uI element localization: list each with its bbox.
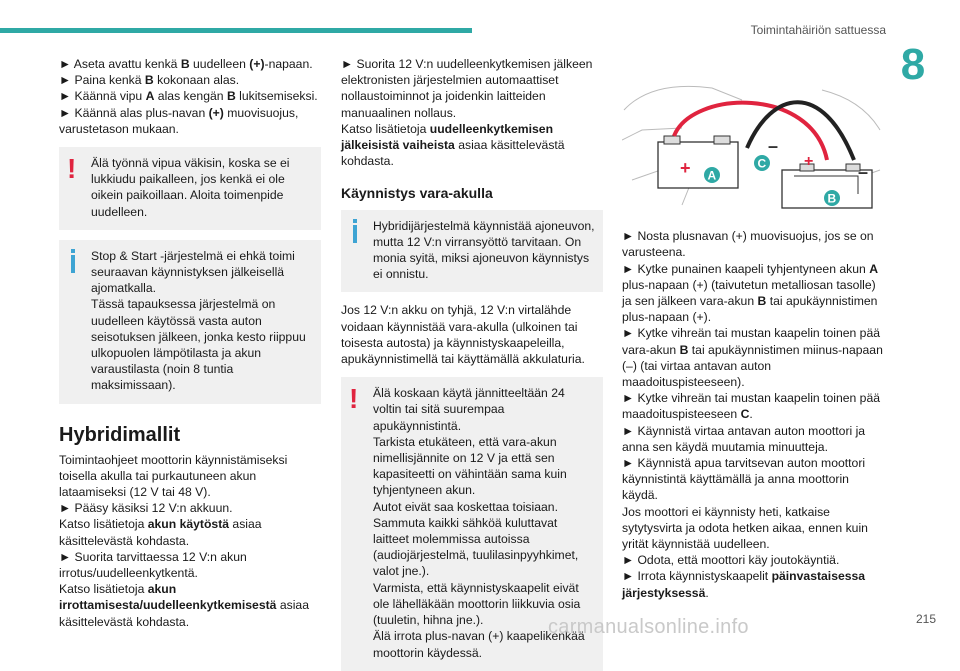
paragraph: ► Paina kenkä B kokonaan alas. [59,73,240,88]
paragraph: ► Suorita tarvittaessa 12 V:n akun irrotus/uudelleenkytkentä. [59,549,247,581]
label-c-badge [754,155,770,171]
chapter-number: 8 [900,40,926,89]
paragraph: ► Käynnistä virtaa antavan auton moottori ja anna sen käydä muutamia minuutteja. [622,423,866,454]
minus-sign-b: – [858,162,869,182]
paragraph: ► Irrota käynnistyskaapelit päinvastaisessa järjestyksessä. [622,569,866,600]
svg-text:C: C [757,156,767,171]
paragraph: Katso lisätietoja uudelleenkytkemisen jälkeisistä vaiheista asiaa käsittelevästä kohdasta. [341,121,565,169]
warning-box [59,147,321,230]
chapter-title: Toimintahäiriön sattuessa [750,23,886,37]
paragraph: ► Odota, että moottori käy joutokäyntiä. [622,553,840,568]
column-2 [341,56,603,671]
info-text: Stop & Start -järjestelmä ei ehkä toimi seuraavan käynnistyksen jälkeisellä ajomatkalla. Tässä tapauksessa järjestelmä on uudelleen käytössä vasta auton seisotuksen jälkeen, jonka kesto riippuu ulkopuolen lämpötilasta ja akun varaustilasta (noin 8 tuntia maksimissaan). [91,248,306,393]
section-heading-hybrid: Hybridimallit [59,423,181,446]
info-box [59,240,321,404]
warning-exclamation-icon: ! [67,153,77,185]
paragraph: ► Käännä vipu A alas kengän B lukitsemiseksi. [59,89,318,104]
warning-exclamation-icon: ! [349,383,359,415]
col1-intro [59,56,321,137]
label-b-badge [824,190,840,206]
page-number: 215 [915,612,936,626]
paragraph: Katso lisätietoja akun irrottamisesta/uudelleenkytkemisestä asiaa käsittelevästä kohdasta. [59,582,309,629]
paragraph: ► Suorita 12 V:n uudelleenkytkemisen jälkeen elektronisten järjestelmien automaattiset nollaustoiminnot ja joidenkin laitteiden manuaalinen nollaus. [341,57,593,120]
col3-body [622,228,884,601]
paragraph: ► Pääsy käsiksi 12 V:n akkuun. [59,501,233,516]
watermark: carmanualsonline.info [548,616,749,638]
paragraph: ► Kytke vihreän tai mustan kaapelin toinen pää vara-akun B tai apukäynnistimen miinus-napaan (–) (tai virtaa antavan auton maadoituspisteeseen). [622,326,883,390]
svg-text:A: A [707,168,717,183]
info-icon [349,219,361,245]
col1-body [59,452,321,630]
paragraph: ► Nosta plusnavan (+) muovisuojus, jos se on varusteena. [622,229,874,260]
info-box [341,210,603,293]
col2-body-text: Jos 12 V:n akku on tyhjä, 12 V:n virtalähde voidaan käynnistää vara-akulla (ulkoinen tai toisesta autosta) ja käynnistyskaapeleilla, apukäynnistimellä tai käyttämällä akkulaturia. [341,303,585,367]
col2-intro [341,56,603,169]
paragraph: ► Aseta avattu kenkä B uudelleen (+)-napaan. [59,57,313,71]
info-icon [67,249,79,275]
paragraph: ► Kytke punainen kaapeli tyhjentyneen akun A plus-napaan (+) (taivutetun metalliosan tasolle) ja sen jälkeen vara-akun B tai apukäynnistimen plus-napaan (+). [622,261,878,325]
section-heading-backup-battery: Käynnistys vara-akulla [341,185,493,202]
paragraph: Jos moottori ei käynnisty heti, katkaise sytytysvirta ja odota hetken aikaa, ennen kuin yrität käynnistää uudelleen. [622,504,868,552]
label-a-badge [704,167,720,183]
discharged-battery-icon [658,136,738,188]
svg-text:B: B [827,191,837,206]
header-accent-bar [0,28,472,33]
column-1 [59,56,321,630]
info-text: Hybridijärjestelmä käynnistää ajoneuvon, mutta 12 V:n virransyöttö tarvitaan. On monia syitä, miksi ajoneuvon käynnistys ei onnistu. [373,218,595,282]
warning-text: Älä koskaan käytä jännitteeltään 24 voltin tai sitä suurempaa apukäynnistintä. Tarkista etukäteen, että vara-akun nimellisjännite on 12 V ja että sen kapasiteetti on vähintään sama kuin tyhjentyneen akun. Autot eivät saa koskettaa toisiaan. Sammuta kaikki sähköä kuluttavat laitteet molemmissa autoissa (audiojärjestelmä, tuulilasinpyyhkimet, valot jne.). Varmista, että käynnistyskaapelit eivät ole lähelläkään moottorin liikkuvia osia (tuuletin, hihna jne.). Älä irrota plus-navan (+) kaapelikenkää moottorin käydessä. [373,386,585,660]
minus-sign-c: – [768,136,779,156]
plus-sign-a: + [680,158,691,178]
paragraph: Toimintaohjeet moottorin käynnistämiseksi toisella akulla tai purkautuneen akun lataamiseksi (12 V tai 48 V). [59,452,288,500]
jump-start-illustration [622,70,884,210]
black-cable [747,102,854,160]
paragraph: ► Kytke vihreän tai mustan kaapelin toinen pää maadoituspisteeseen C. [622,391,880,422]
paragraph: ► Käännä alas plus-navan (+) muovisuojus, varustetason mukaan. [59,105,299,136]
column-3 [622,56,884,601]
paragraph: Katso lisätietoja akun käytöstä asiaa käsittelevästä kohdasta. [59,517,262,548]
paragraph: ► Käynnistä apua tarvitsevan auton moottori käynnistintä käyttämällä ja anna moottorin käydä. [622,456,866,503]
plus-sign-b: + [804,153,814,170]
warning-text: Älä työnnä vipua väkisin, koska se ei lukkiudu paikalleen, jos kenkä ei ole oikein paikoillaan. Aloita toimenpide uudelleen. [91,156,290,219]
